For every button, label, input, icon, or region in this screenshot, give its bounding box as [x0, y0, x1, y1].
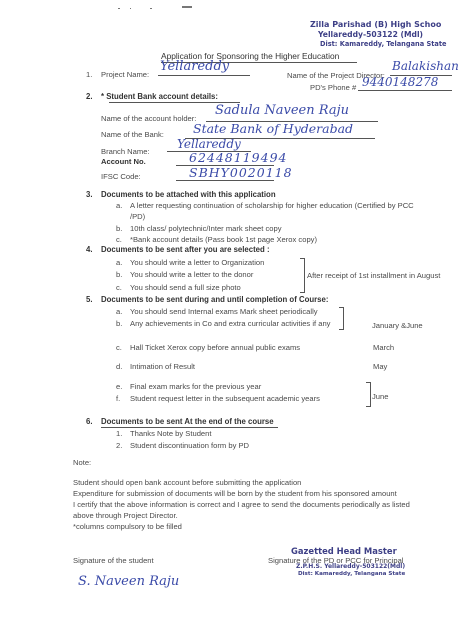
- branch-name-value[interactable]: Yellareddy: [177, 137, 241, 151]
- bank-name-value[interactable]: State Bank of Hyderabad: [193, 121, 354, 136]
- section5-item: Hall Ticket Xerox copy before annual public exams: [130, 343, 301, 352]
- ifsc-code-label: IFSC Code:: [101, 172, 141, 181]
- section5-bracket-ef: [366, 382, 371, 407]
- section5-item: You should send Internal exams Mark sheet periodically: [130, 307, 318, 316]
- section5-when-c: March: [373, 343, 395, 352]
- section5-item: Final exam marks for the previous year: [130, 382, 262, 391]
- section5-item-letter: c.: [116, 343, 122, 352]
- section6-number: 6.: [86, 417, 93, 426]
- scan-speck: [182, 6, 192, 8]
- phone-value[interactable]: 9440148278: [362, 75, 439, 89]
- project-name-underline: [158, 75, 250, 76]
- note-line: I certify that the above information is correct and I agree to send the documents periodically as listed: [73, 500, 410, 509]
- section4-item: You should write a letter to the donor: [130, 270, 254, 279]
- section5-heading: Documents to be sent during and until completion of Course:: [101, 295, 329, 304]
- note-line: *columns compulsory to be filled: [73, 522, 182, 531]
- section6-heading-underline: [101, 427, 278, 428]
- section5-when-ab: January &June: [372, 321, 423, 330]
- section6-heading: Documents to be sent At the end of the course: [101, 417, 274, 426]
- account-number-label: Account No.: [101, 157, 146, 166]
- section6-item-number: 2.: [116, 441, 123, 450]
- project-name-value[interactable]: Yellareddy: [160, 59, 230, 74]
- section4-item: You should write a letter to Organization: [130, 258, 265, 267]
- section4-bracket: [300, 258, 305, 293]
- note-line: Expenditure for submission of documents will be born by the student from his sponsored amount: [73, 489, 397, 498]
- student-signature: S. Naveen Raju: [78, 574, 180, 589]
- section6-item: Thanks Note by Student: [130, 429, 212, 438]
- bank-name-label: Name of the Bank:: [101, 130, 164, 139]
- account-number-value[interactable]: 62448119494: [189, 150, 288, 165]
- scan-speck: [130, 8, 131, 9]
- section5-bracket-ab: [339, 307, 344, 330]
- section5-item-letter: a.: [116, 307, 123, 316]
- section3-item-letter: c.: [116, 235, 122, 244]
- section5-when-d: May: [373, 362, 388, 371]
- section4-item-letter: c.: [116, 283, 122, 292]
- section3-item: A letter requesting continuation of scholarship for higher education (Certified by PCC: [130, 201, 414, 210]
- account-holder-label: Name of the account holder:: [101, 114, 197, 123]
- section4-item-letter: b.: [116, 270, 123, 279]
- school-stamp-line2: Yellareddy-503122 (Mdl): [318, 30, 424, 39]
- director-value[interactable]: Balakishan: [392, 59, 459, 73]
- section3-item-letter: a.: [116, 201, 123, 210]
- scan-speck: [118, 8, 120, 9]
- section4-note: After receipt of 1st installment in August: [307, 271, 441, 280]
- section4-heading: Documents to be sent after you are selected :: [101, 245, 270, 254]
- head-master-stamp-line2: Z.P.H.S. Yellareddy-503122(Mdl): [296, 563, 406, 570]
- section5-when-ef: June: [372, 392, 389, 401]
- ifsc-underline: [176, 180, 274, 181]
- section5-number: 5.: [86, 295, 93, 304]
- note-line: above through Project Director.: [73, 511, 178, 520]
- pd-signature-label: Signature of the PD or PCC for Principal: [268, 556, 404, 565]
- school-stamp-line3: Dist: Kamareddy, Telangana State: [320, 40, 447, 48]
- section3-heading: Documents to be attached with this application: [101, 190, 276, 199]
- section3-item: *Bank account details (Pass book 1st page Xerox copy): [130, 235, 317, 244]
- note-line: Student should open bank account before submitting the application: [73, 478, 302, 487]
- project-name-label: Project Name:: [101, 70, 150, 79]
- scan-speck: [150, 8, 152, 9]
- section5-item: Student request letter in the subsequent academic years: [130, 394, 320, 403]
- account-holder-value[interactable]: Sadula Naveen Raju: [215, 103, 349, 118]
- section5-item-letter: f.: [116, 394, 121, 403]
- section6-item-number: 1.: [116, 429, 123, 438]
- phone-underline: [358, 90, 452, 91]
- head-master-stamp-line3: Dist: Kamareddy, Telangana State: [298, 571, 406, 577]
- ifsc-code-value[interactable]: SBHY0020118: [189, 165, 293, 180]
- section3-item: 10th class/ polytechnic/Inter mark sheet copy: [130, 224, 282, 233]
- branch-name-label: Branch Name:: [101, 147, 150, 156]
- head-master-stamp-line1: Gazetted Head Master: [291, 546, 397, 556]
- section3-item-letter: b.: [116, 224, 123, 233]
- student-signature-label: Signature of the student: [73, 556, 154, 565]
- section4-item-letter: a.: [116, 258, 123, 267]
- section5-item-letter: b.: [116, 319, 123, 328]
- section2-number: 2.: [86, 92, 93, 101]
- phone-label: PD's Phone #: [310, 83, 357, 92]
- section3-number: 3.: [86, 190, 93, 199]
- section4-item: You should send a full size photo: [130, 283, 241, 292]
- section5-item: Any achievements in Co and extra curricular activities if any: [130, 319, 331, 328]
- section5-item-letter: e.: [116, 382, 123, 391]
- director-label: Name of the Project Director:: [287, 71, 385, 80]
- bank-details-heading: * Student Bank account details:: [101, 92, 218, 101]
- note-label: Note:: [73, 458, 92, 467]
- document-title: Application for Sponsoring the Higher Education: [161, 51, 340, 61]
- section4-number: 4.: [86, 245, 93, 254]
- section3-item: /PD): [130, 212, 146, 221]
- section1-number: 1.: [86, 70, 93, 79]
- section5-item: Intimation of Result: [130, 362, 195, 371]
- section5-item-letter: d.: [116, 362, 123, 371]
- school-stamp-line1: Zilla Parishad (B) High Schoo: [310, 20, 442, 29]
- section6-item: Student discontinuation form by PD: [130, 441, 250, 450]
